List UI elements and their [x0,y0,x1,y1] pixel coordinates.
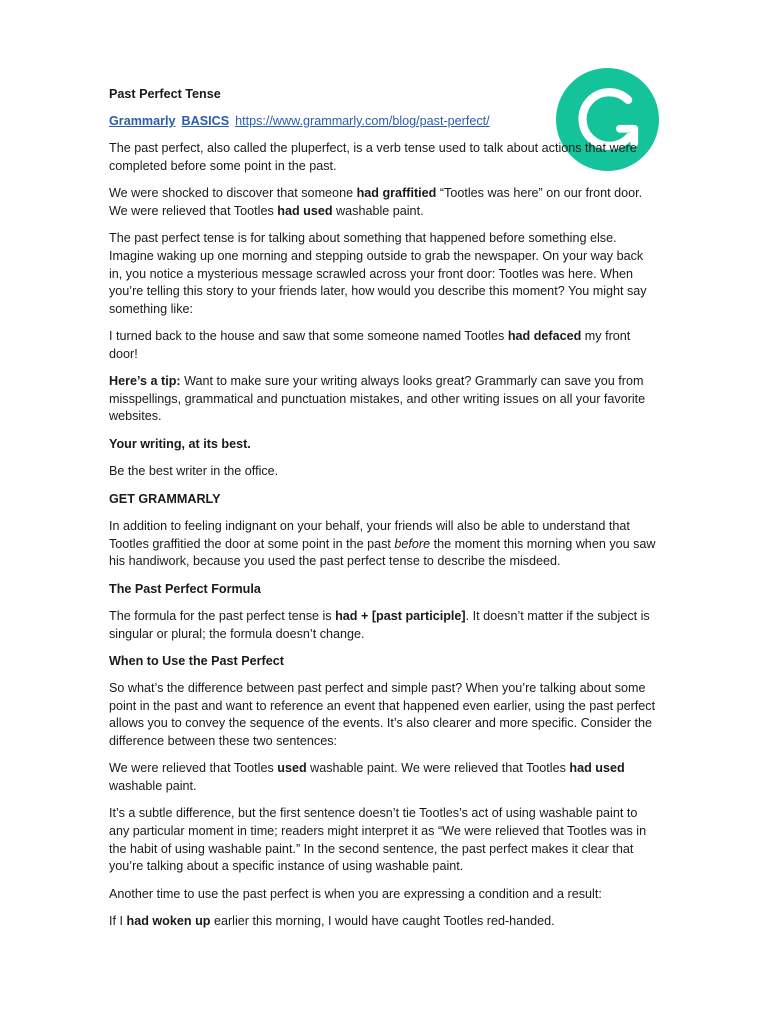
paragraph-tip [109,373,657,426]
link-basics[interactable]: BASICS [181,114,230,129]
tip-text: Want to make sure your writing always looks great? Grammarly can save you from misspellings, grammatical and punctuation mistakes, and other writing issues on all your favorite websites. [109,374,646,424]
text-run: I turned back to the house and saw that some someone named Tootles [109,329,508,344]
text-bold: had used [277,204,333,219]
text-italic: before [394,536,431,551]
text-run: my front door! [109,329,631,361]
source-links [109,113,657,131]
link-grammarly[interactable]: Grammarly [109,114,176,129]
paragraph-understanding [109,518,657,571]
paragraph-subtle-difference: It’s a subtle difference, but the first sentence doesn’t tie Tootles’s act of using washable paint to any particular moment in time; readers might interpret it as “We were relieved that Tootles was in the habit of using washable paint.” In the second sentence, the past perfect makes it clear that you’re talking about a specific instance of using washable paint. [109,806,647,874]
paragraph-condition: Another time to use the past perfect is when you are expressing a condition and a result: [109,886,602,901]
page-title: Past Perfect Tense [109,87,221,101]
document-body [109,86,657,940]
get-grammarly-link[interactable]: GET GRAMMARLY [109,491,221,506]
paragraph-explanation: The past perfect tense is for talking about something that happened before something else. Imagine waking up one morning and stepping outside to grab the newspaper. On your way back in, you notice a mysterious message scrawled across your front door: Tootles was here. When you’re telling this story to your friends later, how would you describe this moment? You might say something like: [109,231,647,316]
text-run: The formula for the past perfect tense is [109,608,336,623]
heading-formula: The Past Perfect Formula [109,581,261,596]
text-bold: + [357,608,372,623]
text-run: washable paint. We were relieved that Tootles [306,761,570,776]
text-run: We were relieved that Tootles [109,761,278,776]
paragraph-example-2 [109,328,657,363]
paragraph-intro: The past perfect, also called the pluperfect, is a verb tense used to talk about actions that were completed before some point in the past. [109,141,637,174]
text-run: We were shocked to discover that someone [109,186,357,201]
text-run: In addition to feeling indignant on your behalf, your friends will also be able to understand that Tootles graffitied the door at some point in the past [109,518,630,551]
paragraph-example-1 [109,185,657,220]
tip-label: Here’s a tip: [109,374,181,389]
text-run: “Tootles was here” on our front door. We were relieved that Tootles [109,186,643,219]
link-url[interactable]: https://www.grammarly.com/blog/past-perfect/ [235,114,490,129]
text-bold: [past participle] [371,608,466,623]
text-bold: used [277,761,307,776]
paragraph-example-3 [109,760,657,795]
text-run: washable paint. [109,779,197,794]
text-run: If I [109,914,127,929]
paragraph-formula [109,608,657,643]
text-bold: had defaced [507,329,582,344]
ad-subheading: Be the best writer in the office. [109,464,279,479]
text-run: washable paint. [332,204,424,219]
text-bold: had graffitied [356,186,437,201]
paragraph-example-4 [109,913,657,931]
text-run: . It doesn’t matter if the subject is singular or plural; the formula doesn’t change. [109,608,650,641]
ad-heading: Your writing, at its best. [109,436,251,451]
text-bold: had woken up [126,914,211,929]
text-bold: had used [569,761,625,776]
paragraph-difference: So what’s the difference between past perfect and simple past? When you’re talking about some point in the past and want to reference an event that happened even earlier, using the past perfect allows you to convey the sequence of the events. It’s also clearer and more specific. Consider the difference between these two sentences: [109,681,656,749]
text-bold: had [335,608,358,623]
text-run: the moment this morning when you saw his handiwork, because you used the past perfect tense to describe the misdeed. [109,536,656,569]
text-run: earlier this morning, I would have caught Tootles red-handed. [210,914,555,929]
heading-when-to-use: When to Use the Past Perfect [109,653,284,668]
